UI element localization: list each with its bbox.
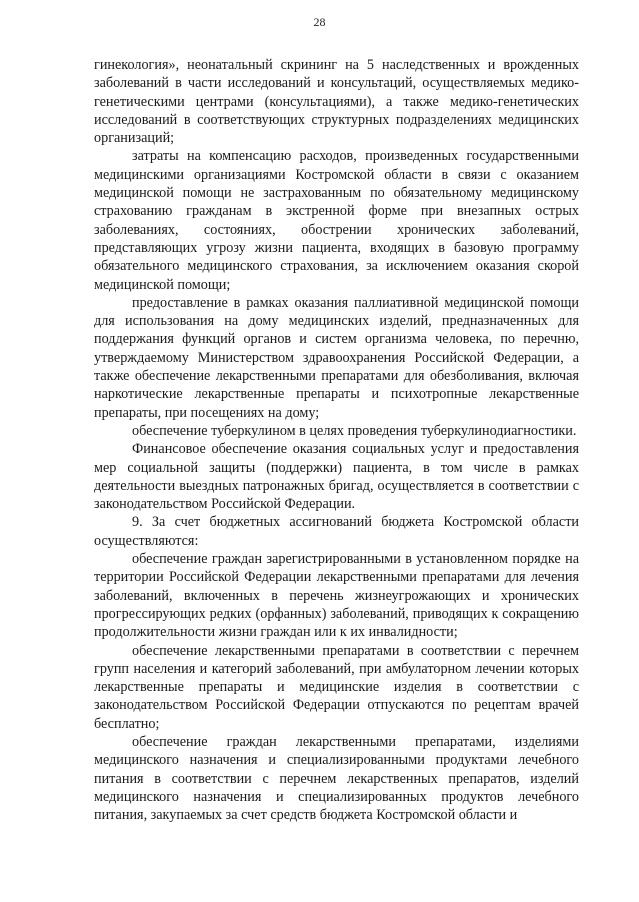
paragraph-continued: гинекология», неонатальный скрининг на 5 наследственных и врожденных заболеваний в части исследований и консультаций, осуществляемых медико-генетическими центрами (консультациями), а также медико-генетических исследований в соответствующих структурных подразделениях медицинских организаций; (94, 57, 579, 147)
paragraph-social-services: Финансовое обеспечение оказания социальных услуг и предоставления мер социальной защиты (поддержки) пациента, в том числе в рамках деятельности выездных патронажных бригад, осуществляется в соответствии с законодательством Российской Федерации. (94, 441, 579, 513)
paragraph-compensation-costs: затраты на компенсацию расходов, произведенных государственными медицинскими организациями Костромской области в связи с оказанием медицинской помощи не застрахованным по обязательному медицинскому страхованию гражданам в экстренной форме при внезапных острых заболеваниях, состояниях, обострении хронических заболеваний, представляющих угрозу жизни пациента, входящих в базовую программу обязательного медицинского страхования, за исключением оказания скорой медицинской помощи; (94, 148, 579, 293)
paragraph-section-9: 9. За счет бюджетных ассигнований бюджета Костромской области осуществляются: (94, 514, 579, 549)
document-body (94, 56, 579, 824)
paragraph-tuberculin: обеспечение туберкулином в целях проведения туберкулинодиагностики. (132, 422, 577, 439)
page-number: 28 (313, 15, 326, 29)
paragraph-medical-supplies: обеспечение граждан лекарственными препаратами, изделиями медицинского назначения и специализированными продуктами лечебного питания в соответствии с перечнем лекарственных препаратов, изделий медицинского назначения и специализированных продуктов лечебного питания, закупаемых за счет средств бюджета Костромской области и (94, 733, 579, 824)
paragraph-palliative-care: предоставление в рамках оказания паллиативной медицинской помощи для использования на дому медицинских изделий, предназначенных для поддержания функций органов и систем организма человека, по перечню, утверждаемому Министерством здравоохранения Российской Федерации, а также обеспечение лекарственными препаратами для обезболивания, включая наркотические лекарственные препараты и психотропные лекарственные препараты, при посещениях на дому; (94, 294, 579, 421)
paragraph-orphan-diseases: обеспечение граждан зарегистрированными в установленном порядке на территории Российской Федерации лекарственными препаратами для лечения заболеваний, включенных в перечень жизнеугрожающих и хронических прогрессирующих редких (орфанных) заболеваний, приводящих к сокращению продолжительности жизни граждан или к их инвалидности; (94, 551, 579, 641)
paragraph-free-prescriptions: обеспечение лекарственными препаратами в соответствии с перечнем групп населения и категорий заболеваний, при амбулаторном лечении которых лекарственные препараты и медицинские изделия в соответствии с законодательством Российской Федерации отпускаются по рецептам врачей бесплатно; (94, 642, 579, 732)
